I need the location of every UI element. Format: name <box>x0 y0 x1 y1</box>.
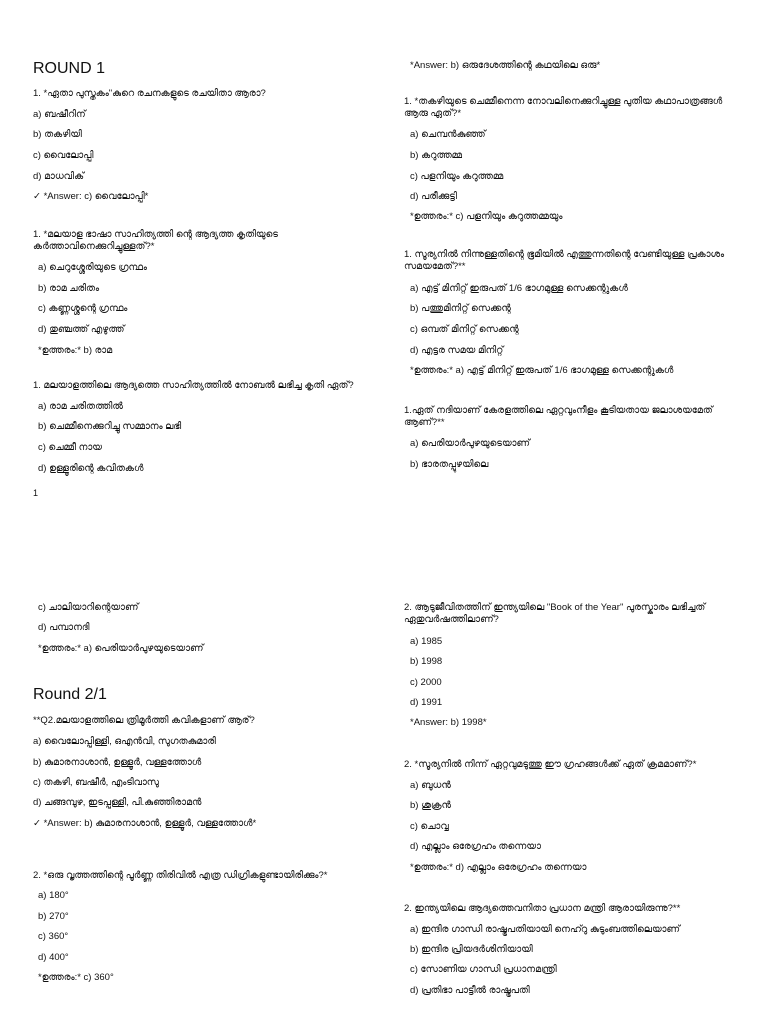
question-text: 2. *സൂര്യനിൽ നിന്ന് ഏറ്റവുമടുത്തു ഈ ഗ്രഹങ്ങൾക്ക് ഏത് ക്രമമാണ്?* <box>404 759 697 770</box>
question-text: 1. സൂര്യനിൽ നിന്നുള്ളതിന്റെ ഭൂമിയിൽ എത്തുന്നതിന്റെ വേണ്ടിയുള്ള പ്രകാശം സമയമേത്?** <box>404 249 725 272</box>
question-text: 2. ആടുജീവിതത്തിന് ഇന്ത്യയിലെ "Book of the Year" പുരസ്കാരം ലഭിച്ചത് ഏതുവർഷത്തിലാണ്? <box>404 602 706 625</box>
option-a: a) ചെമ്പൻകുഞ്ഞ് <box>410 129 486 140</box>
option-b: b) ഭാരതപ്പുഴയിലെ <box>410 459 489 470</box>
answer-text: *ഉത്തരം:* c) 360° <box>38 972 114 983</box>
answer-text: *ഉത്തരം:* d) എല്ലാം ഒരേഗ്രഹം തന്നെയാ <box>410 862 587 873</box>
option-c: c) സോണിയ ഗാന്ധി പ്രധാനമന്ത്രി <box>410 964 557 975</box>
page-number: 1 <box>33 488 39 498</box>
answer-text: *ഉത്തരം:* a) പെരിയാർപുഴയുടെയാണ് <box>38 643 204 654</box>
question-text: 2. *ഒരു വൃത്തത്തിന്റെ പൂർണ്ണ തിരിവിൽ എത്ര ഡിഗ്രികളുണ്ടായിരിക്കും?* <box>33 870 328 881</box>
option-c: c) വൈലോപ്പി <box>33 150 94 161</box>
answer-text: *Answer: b) 1998* <box>410 717 487 728</box>
option-c: c) കണ്ണശ്ശന്റെ ഗ്രന്ഥം <box>38 303 128 314</box>
answer-text: ✓ *Answer: c) വൈലോപ്പി* <box>33 191 149 202</box>
round-title: Round 2/1 <box>33 686 107 703</box>
option-b: b) 270° <box>38 911 69 922</box>
question-text: 1. *തകഴിയുടെ ചെമ്മീനെന്ന നോവലിനെക്കുറിച്ചുള്ള പുതിയ കഥാപാത്രങ്ങൾ ആരു ഏത്?* <box>404 96 723 119</box>
option-b: b) കറുത്തമ്മ <box>410 150 463 161</box>
option-a: a) രാമ ചരിതത്തിൽ <box>38 401 123 412</box>
answer-text: *Answer: b) ഒരുദേശത്തിന്റെ കഥയിലെ ഒരു* <box>410 60 601 71</box>
question-text: 1. മലയാളത്തിലെ ആദ്യത്തെ സാഹിത്യത്തിൽ നോബൽ ലഭിച്ച കൃതി ഏത്? <box>33 380 354 391</box>
option-d: d) എല്ലാം ഒരേഗ്രഹം തന്നെയാ <box>410 841 541 852</box>
answer-text: ✓ *Answer: b) കുമാരനാശാൻ, ഉള്ളൂർ, വള്ളത്തോൾ* <box>33 818 257 829</box>
option-a: a) 180° <box>38 890 69 901</box>
option-b: b) രാമ ചരിതം <box>38 283 100 294</box>
option-c: c) പളനിയും കറുത്തമ്മ <box>410 171 504 182</box>
option-b: b) 1998 <box>410 656 443 667</box>
question-text: 1. *ഏതാ പുസ്തകം"കുറെ രചനകളുടെ രചയിതാ ആരാ? <box>33 88 266 99</box>
option-d: d) എട്ടര സമയ മിനിറ്റ് <box>410 345 504 356</box>
answer-text: *ഉത്തരം:* c) പളനിയും കറുത്തമ്മയും <box>410 211 563 222</box>
option-a: a) എട്ട് മിനിറ്റ് ഇരുപത് 1/6 ഭാഗമുള്ള സെക്കന്റുകൾ <box>410 283 628 294</box>
option-d: d) ചങ്ങമ്പുഴ, ഇടപ്പള്ളി, പി.കുഞ്ഞിരാമൻ <box>33 797 202 808</box>
answer-text: *ഉത്തരം:* a) എട്ട് മിനിറ്റ് ഇരുപത് 1/6 ഭാഗമുള്ള സെക്കന്റുകൾ <box>410 365 674 376</box>
option-a: a) 1985 <box>410 636 443 647</box>
option-a: a) ബുധൻ <box>410 780 451 791</box>
option-c: c) ചെമ്മീ നായ <box>38 442 102 453</box>
option-c: c) ചൊവ്വ <box>410 821 449 832</box>
question-text: 1. *മലയാള ഭാഷാ സാഹിത്യത്തി ന്റെ ആദ്യത്ത കൃതിയുടെ കർത്താവിനെക്കുറിച്ചുള്ളത്?* <box>33 229 278 252</box>
option-a: a) ചെറുശ്ശേരിയുടെ ഗ്രന്ഥം <box>38 262 147 273</box>
option-a: a) ബഷീറിന് <box>33 109 86 120</box>
round-title: ROUND 1 <box>33 60 106 77</box>
question-text: 2. ഇന്ത്യയിലെ ആദ്യത്തെവനിതാ പ്രധാന മന്ത്രി ആരായിരുന്നു?** <box>404 903 681 914</box>
option-d: d) 1991 <box>410 697 443 708</box>
option-c: c) 360° <box>38 931 69 942</box>
option-a: a) വൈലോപ്പിള്ളി, ഒഎൻവി, സുഗതകുമാരി <box>33 736 216 747</box>
option-d: d) പരീക്കുട്ടി <box>410 191 457 202</box>
option-d: d) ഉള്ളൂരിന്റെ കവിതകൾ <box>38 463 144 474</box>
question-text: **Q2.മലയാളത്തിലെ ത്രിമൂർത്തി കവികളാണ് ആര്? <box>33 715 255 726</box>
option-d: d) മാധവിക് <box>33 171 84 182</box>
option-c: c) തകഴി, ബഷീർ, എംടിവാസു <box>33 777 159 788</box>
option-c: c) ചാലിയാറിന്റെയാണ് <box>38 602 139 613</box>
option-c: c) ഒമ്പത് മിനിറ്റ് സെക്കന്റ <box>410 324 519 335</box>
option-d: d) 400° <box>38 952 69 963</box>
option-d: d) പ്രതിഭാ പാട്ടീൽ രാഷ്ട്രപതി <box>410 985 530 996</box>
option-b: b) പത്തുമിനിറ്റ് സെക്കന്റ <box>410 303 511 314</box>
option-d: d) തുഞ്ചത്ത് എഴുത്ത് <box>38 324 125 335</box>
option-d: d) പമ്പാനദി <box>38 622 90 633</box>
answer-text: *ഉത്തരം:* b) രാമ <box>38 345 113 356</box>
option-b: b) കുമാരനാശാൻ, ഉള്ളൂർ, വള്ളത്തോൾ <box>33 757 202 768</box>
option-b: b) ഇന്ദിര പ്രിയദർശിനിയായി <box>410 944 533 955</box>
option-c: c) 2000 <box>410 677 442 688</box>
option-a: a) ഇന്ദിര ഗാന്ധി രാഷ്ട്രപതിയായി നെഹ്റു കുടുംബത്തിലെയാണ് <box>410 924 680 935</box>
option-b: b) ചെമ്മീനെക്കുറിച്ചു സമ്മാനം ലഭി <box>38 421 182 432</box>
option-b: b) ശുക്രൻ <box>410 800 451 811</box>
option-a: a) പെരിയാർപുഴയുടെയാണ് <box>410 438 530 449</box>
question-text: 1.ഏത് നദിയാണ് കേരളത്തിലെ ഏറ്റവുംനീളം കൂടിയതായ ജലാശയമേത് ആണ്?** <box>404 405 713 428</box>
option-b: b) തകഴിയി <box>33 129 82 140</box>
